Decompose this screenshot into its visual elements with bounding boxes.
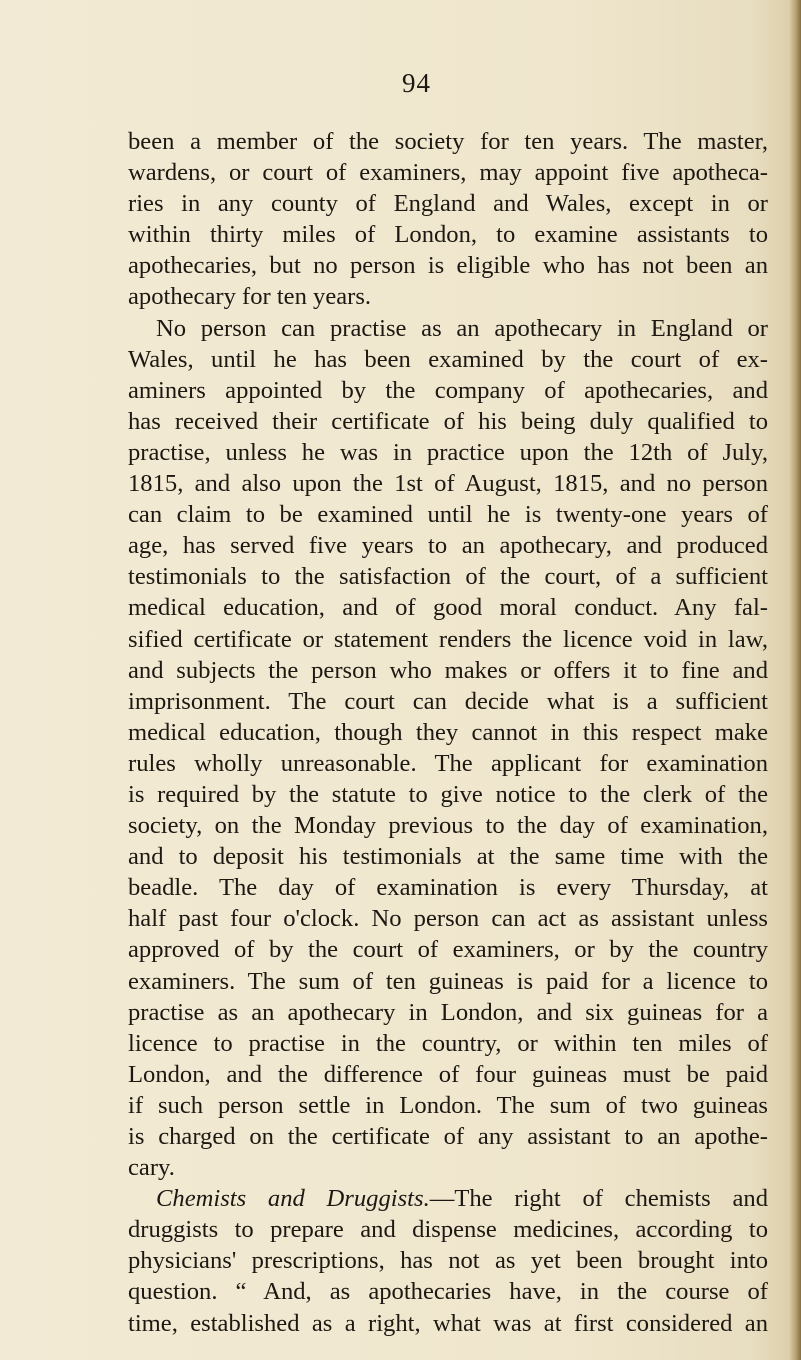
text-line: time, established as a right, what was at first considered an xyxy=(128,1309,768,1337)
text-line: druggists to prepare and dispense medicines, according to xyxy=(128,1216,768,1244)
text-line: question. “ And, as apothecaries have, in the course of xyxy=(128,1278,768,1306)
text-line: apothecary for ten years. xyxy=(128,283,372,311)
text-line: been a member of the society for ten years. The master, xyxy=(128,128,768,155)
text-line: and subjects the person who makes or offers it to fine and xyxy=(128,656,768,684)
text-line: practise as an apothecary in London, and six guineas for a xyxy=(128,998,768,1026)
text-line: physicians' prescriptions, has not as yet been brought into xyxy=(128,1247,768,1275)
text-line: has received their certificate of his being duly qualified to xyxy=(128,407,768,435)
text-line: within thirty miles of London, to examine assistants to xyxy=(128,221,768,249)
text-line: licence to practise in the country, or within ten miles of xyxy=(128,1029,768,1057)
paragraph-chemists xyxy=(128,1214,768,1338)
chemists-first-line xyxy=(128,1183,768,1214)
text-line: apothecaries, but no person is eligible who has not been an xyxy=(128,252,768,280)
text-line: can claim to be examined until he is twenty-one years of xyxy=(128,501,768,529)
text-line: and to deposit his testimonials at the same time with the xyxy=(128,843,768,871)
text-line: No person can practise as an apothecary in England or xyxy=(156,314,768,342)
text-line: Wales, until he has been examined by the court of ex- xyxy=(128,345,768,373)
text-line: if such person settle in London. The sum of two guineas xyxy=(128,1091,768,1119)
text-line: is required by the statute to give notice to the clerk of the xyxy=(128,780,768,808)
section-heading-chemists-and-druggists: Chemists and Druggists. xyxy=(156,1185,430,1213)
text-line: London, and the difference of four guineas must be paid xyxy=(128,1060,768,1088)
text-line: medical education, though they cannot in this respect make xyxy=(128,718,768,746)
text-line: society, on the Monday previous to the day of examination, xyxy=(128,812,768,840)
text-line: imprisonment. The court can decide what is a sufficient xyxy=(128,687,768,715)
text-line: aminers appointed by the company of apothecaries, and xyxy=(128,376,768,404)
text-line: testimonials to the satisfaction of the court, of a sufficient xyxy=(128,563,768,591)
text-line: approved of by the court of examiners, or by the country xyxy=(128,936,768,964)
text-line: age, has served five years to an apothecary, and produced xyxy=(128,532,768,560)
text-line: is charged on the certificate of any assistant to an apothe- xyxy=(128,1123,768,1150)
text-line: cary. xyxy=(128,1154,175,1182)
text-line: beadle. The day of examination is every Thursday, at xyxy=(128,874,768,902)
text-line: wardens, or court of examiners, may appoint five apotheca- xyxy=(128,159,768,187)
text-line: ries in any county of England and Wales, except in or xyxy=(128,190,768,218)
text-line: sified certificate or statement renders the licence void in law, xyxy=(128,625,768,653)
text-line: practise, unless he was in practice upon the 12th of July, xyxy=(128,438,768,466)
text-line: rules wholly unreasonable. The applicant for examination xyxy=(128,749,768,777)
paragraph-apothecaries xyxy=(128,126,768,1183)
body-text xyxy=(128,126,768,1339)
text-line: half past four o'clock. No person can act as assistant unless xyxy=(128,905,768,933)
chemists-first-line-text: —The right of chemists and xyxy=(429,1185,768,1213)
text-line: medical education, and of good moral conduct. Any fal- xyxy=(128,594,768,622)
text-line: 1815, and also upon the 1st of August, 1815, and no person xyxy=(128,470,768,498)
text-line: examiners. The sum of ten guineas is paid for a licence to xyxy=(128,967,768,995)
page-edge-shadow xyxy=(789,0,801,1360)
page-number: 94 xyxy=(402,68,431,98)
